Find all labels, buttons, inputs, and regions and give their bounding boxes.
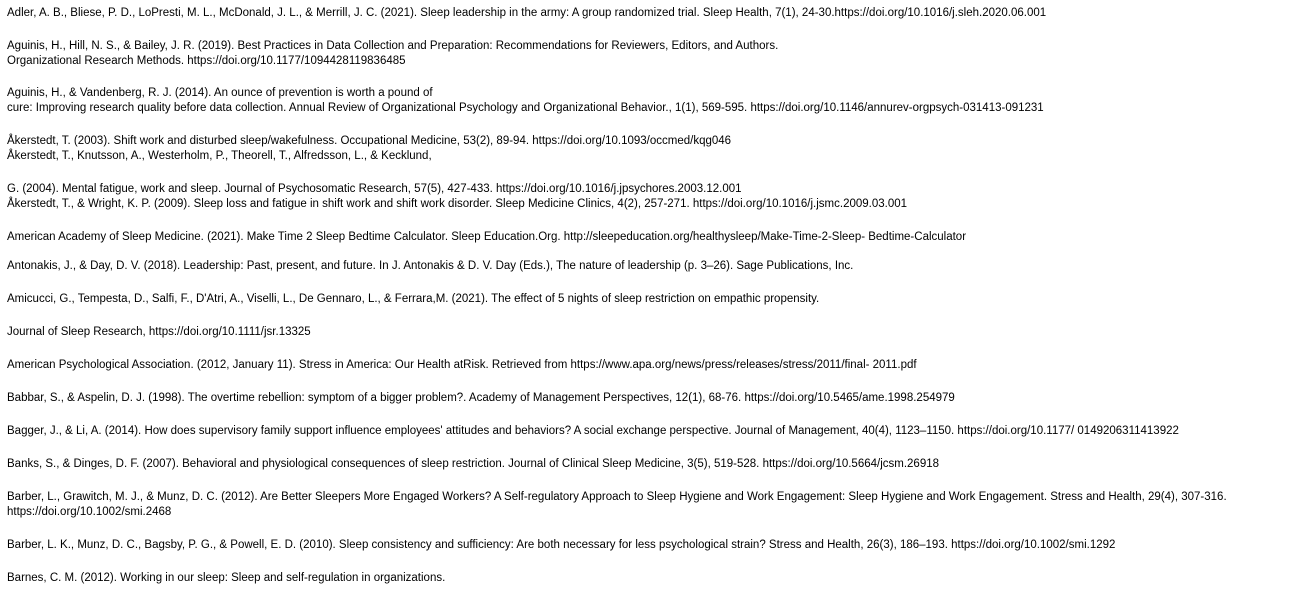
- reference-line: G. (2004). Mental fatigue, work and sleep. Journal of Psychosomatic Research, 57(5), 427-433. https://doi.org/10.1016/j.jpsychores.2003.12.001: [7, 183, 742, 195]
- reference-line: Banks, S., & Dinges, D. F. (2007). Behavioral and physiological consequences of sleep restriction. Journal of Clinical Sleep Medicine, 3(5), 519-528. https://doi.org/10.5664/jcsm.26918: [7, 458, 940, 470]
- reference-line: Journal of Sleep Research, https://doi.org/10.1111/jsr.13325: [7, 326, 311, 338]
- reference-line: Aguinis, H., & Vandenberg, R. J. (2014). An ounce of prevention is worth a pound of: [7, 87, 433, 99]
- reference-line: Barber, L., Grawitch, M. J., & Munz, D. C. (2012). Are Better Sleepers More Engaged Workers? A Self-regulatory Approach to Sleep Hygiene and Work Engagement: Sleep Hygiene and Work Engagement. Stress and Health, 29(4), 307-316.: [7, 491, 1227, 503]
- reference-line: Antonakis, J., & Day, D. V. (2018). Leadership: Past, present, and future. In J. Antonakis & D. V. Day (Eds.), The nature of leadership (p. 3–26). Sage Publications, Inc.: [7, 260, 854, 272]
- reference-line: cure: Improving research quality before data collection. Annual Review of Organizational Psychology and Organizational Behavior., 1(1), 569-595. https://doi.org/10.1146/annurev-orgpsych-031413-091231: [7, 102, 1044, 114]
- reference-line: Åkerstedt, T., Knutsson, A., Westerholm, P., Theorell, T., Alfredsson, L., & Kecklund,: [7, 150, 432, 162]
- reference-line: Babbar, S., & Aspelin, D. J. (1998). The overtime rebellion: symptom of a bigger problem?. Academy of Management Perspectives, 12(1), 68-76. https://doi.org/10.5465/ame.1998.254979: [7, 392, 955, 404]
- reference-line: Organizational Research Methods. https://doi.org/10.1177/1094428119836485: [7, 55, 406, 67]
- reference-line: American Psychological Association. (2012, January 11). Stress in America: Our Health atRisk. Retrieved from https://www.apa.org/news/press/releases/stress/2011/final- 2011.pdf: [7, 359, 917, 371]
- reference-line: Barber, L. K., Munz, D. C., Bagsby, P. G., & Powell, E. D. (2010). Sleep consistency and sufficiency: Are both necessary for less psychological strain? Stress and Health, 26(3), 186–193. https://doi.org/10.1002/smi.1292: [7, 539, 1116, 551]
- reference-line: American Academy of Sleep Medicine. (2021). Make Time 2 Sleep Bedtime Calculator. Sleep Education.Org. http://sleepeducation.org/healthysleep/Make-Time-2-Sleep- Bedtime-Calculator: [7, 231, 967, 243]
- reference-line: Åkerstedt, T. (2003). Shift work and disturbed sleep/wakefulness. Occupational Medicine, 53(2), 89-94. https://doi.org/10.1093/occmed/kqg046: [7, 135, 732, 147]
- reference-line: https://doi.org/10.1002/smi.2468: [7, 506, 172, 518]
- reference-line: Bagger, J., & Li, A. (2014). How does supervisory family support influence employees' attitudes and behaviors? A social exchange perspective. Journal of Management, 40(4), 1123–1150. https://doi.org/10.1177/ 0149206311413922: [7, 425, 1179, 437]
- reference-line: Barnes, C. M. (2012). Working in our sleep: Sleep and self-regulation in organizations.: [7, 572, 446, 584]
- reference-line: Aguinis, H., Hill, N. S., & Bailey, J. R. (2019). Best Practices in Data Collection and Preparation: Recommendations for Reviewers, Editors, and Authors.: [7, 40, 779, 52]
- reference-line: Amicucci, G., Tempesta, D., Salfi, F., D'Atri, A., Viselli, L., De Gennaro, L., & Ferrara,M. (2021). The effect of 5 nights of sleep restriction on empathic propensity.: [7, 293, 820, 305]
- reference-line: Åkerstedt, T., & Wright, K. P. (2009). Sleep loss and fatigue in shift work and shift work disorder. Sleep Medicine Clinics, 4(2), 257-271. https://doi.org/10.1016/j.jsmc.2009.03.001: [7, 198, 908, 210]
- reference-line: Adler, A. B., Bliese, P. D., LoPresti, M. L., McDonald, J. L., & Merrill, J. C. (2021). Sleep leadership in the army: A group randomized trial. Sleep Health, 7(1), 24-30.https://doi.org/10.1016/j.sleh.2020.06.001: [7, 7, 1047, 19]
